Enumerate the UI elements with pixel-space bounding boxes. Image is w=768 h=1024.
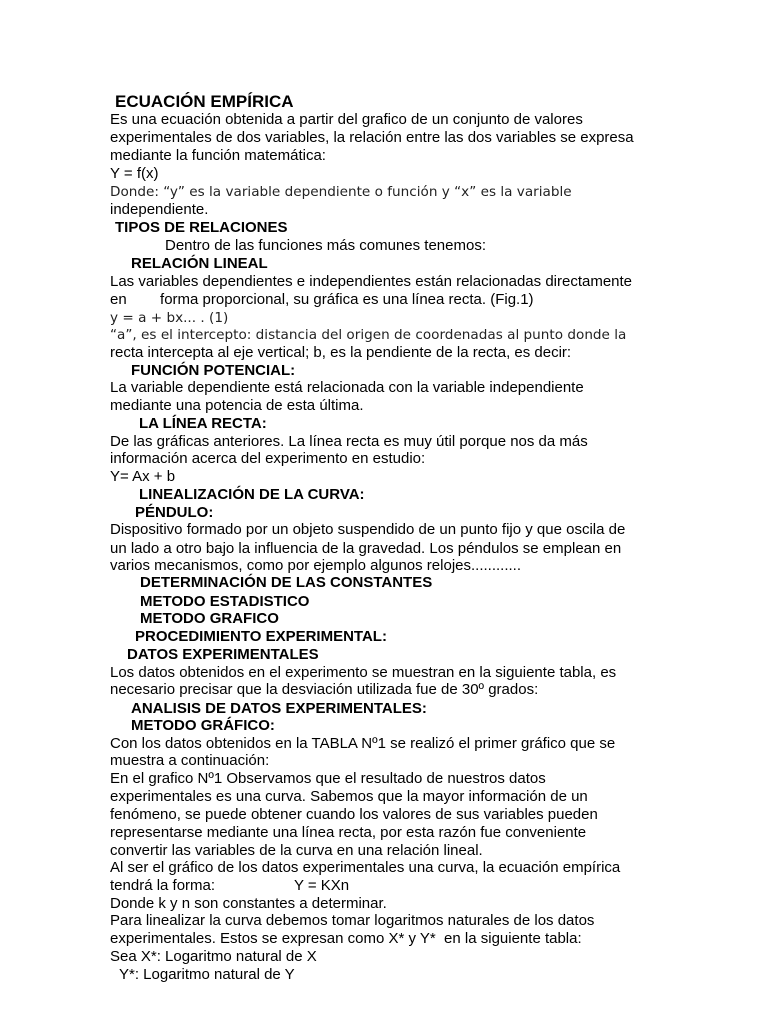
text-line: Y = f(x) (110, 165, 159, 182)
text-line: Al ser el gráfico de los datos experimentales una curva, la ecuación empírica (110, 859, 621, 876)
text-line: experimentales. Estos se expresan como X* y Y* en la siguiente tabla: (110, 930, 582, 947)
text-line: Dispositivo formado por un objeto suspendido de un punto fijo y que oscila de (110, 521, 626, 538)
text-line: Sea X*: Logaritmo natural de X (110, 948, 317, 965)
text-line: recta intercepta al eje vertical; b, es la pendiente de la recta, es decir: (110, 344, 572, 361)
text-line: necesario precisar que la desviación utilizada fue de 30º grados: (110, 681, 539, 698)
text-line: Donde: “y” es la variable dependiente o función y “x” es la variable (110, 184, 572, 200)
text-line: tendrá la forma: Y = KXn (110, 877, 350, 894)
document-title: ECUACIÓN EMPÍRICA (115, 92, 294, 111)
text-line: experimentales de dos variables, la relación entre las dos variables se expresa (110, 129, 634, 146)
text-line: experimentales es una curva. Sabemos que la mayor información de un (110, 788, 588, 805)
text-line: Las variables dependientes e independientes están relacionadas directamente (110, 273, 633, 290)
text-line: varios mecanismos, como por ejemplo algunos relojes............ (110, 557, 522, 574)
section-heading: RELACIÓN LINEAL (131, 255, 268, 272)
section-heading: PÉNDULO: (135, 504, 214, 521)
text-line: independiente. (110, 201, 209, 218)
equation-line: y = a + bx... . (1) (110, 310, 229, 326)
section-heading: DETERMINACIÓN DE LAS CONSTANTES (140, 574, 433, 591)
section-heading: LINEALIZACIÓN DE LA CURVA: (139, 486, 365, 503)
section-heading: DATOS EXPERIMENTALES (127, 646, 319, 663)
section-heading: METODO ESTADISTICO (140, 593, 310, 610)
text-line: mediante la función matemática: (110, 147, 326, 164)
text-line: Donde k y n son constantes a determinar. (110, 895, 387, 912)
text-line: Para linealizar la curva debemos tomar logaritmos naturales de los datos (110, 912, 595, 929)
section-heading: PROCEDIMIENTO EXPERIMENTAL: (135, 628, 387, 645)
text-line: De las gráficas anteriores. La línea recta es muy útil porque nos da más (110, 433, 588, 450)
text-line: La variable dependiente está relacionada con la variable independiente (110, 379, 584, 396)
text-line: “a”, es el intercepto: distancia del origen de coordenadas al punto donde la (110, 327, 627, 343)
text-line: información acerca del experimento en estudio: (110, 450, 426, 467)
section-heading: METODO GRAFICO (140, 610, 279, 627)
text-line: convertir las variables de la curva en una relación lineal. (110, 842, 483, 859)
text-line: Los datos obtenidos en el experimento se muestran en la siguiente tabla, es (110, 664, 617, 681)
text-line: muestra a continuación: (110, 752, 270, 769)
text-line: Con los datos obtenidos en la TABLA Nº1 se realizó el primer gráfico que se (110, 735, 616, 752)
equation-line: Y= Ax + b (110, 468, 176, 485)
text-line: Y*: Logaritmo natural de Y (119, 966, 295, 983)
section-heading: ANALISIS DE DATOS EXPERIMENTALES: (131, 700, 427, 717)
text-line: mediante una potencia de esta última. (110, 397, 364, 414)
text-line: un lado a otro bajo la influencia de la gravedad. Los péndulos se emplean en (110, 540, 622, 557)
text-line: Es una ecuación obtenida a partir del grafico de un conjunto de valores (110, 111, 583, 128)
text-line: En el grafico Nº1 Observamos que el resultado de nuestros datos (110, 770, 546, 787)
section-heading: TIPOS DE RELACIONES (115, 219, 288, 236)
text-line: fenómeno, se puede obtener cuando los valores de sus variables pueden (110, 806, 598, 823)
text-line: representarse mediante una línea recta, por esta razón fue conveniente (110, 824, 587, 841)
text-line: en forma proporcional, su gráfica es una línea recta. (Fig.1) (110, 291, 534, 308)
section-heading: LA LÍNEA RECTA: (139, 415, 267, 432)
section-heading: FUNCIÓN POTENCIAL: (131, 362, 296, 379)
text-line: Dentro de las funciones más comunes tenemos: (165, 237, 486, 254)
section-heading: METODO GRÁFICO: (131, 717, 275, 734)
